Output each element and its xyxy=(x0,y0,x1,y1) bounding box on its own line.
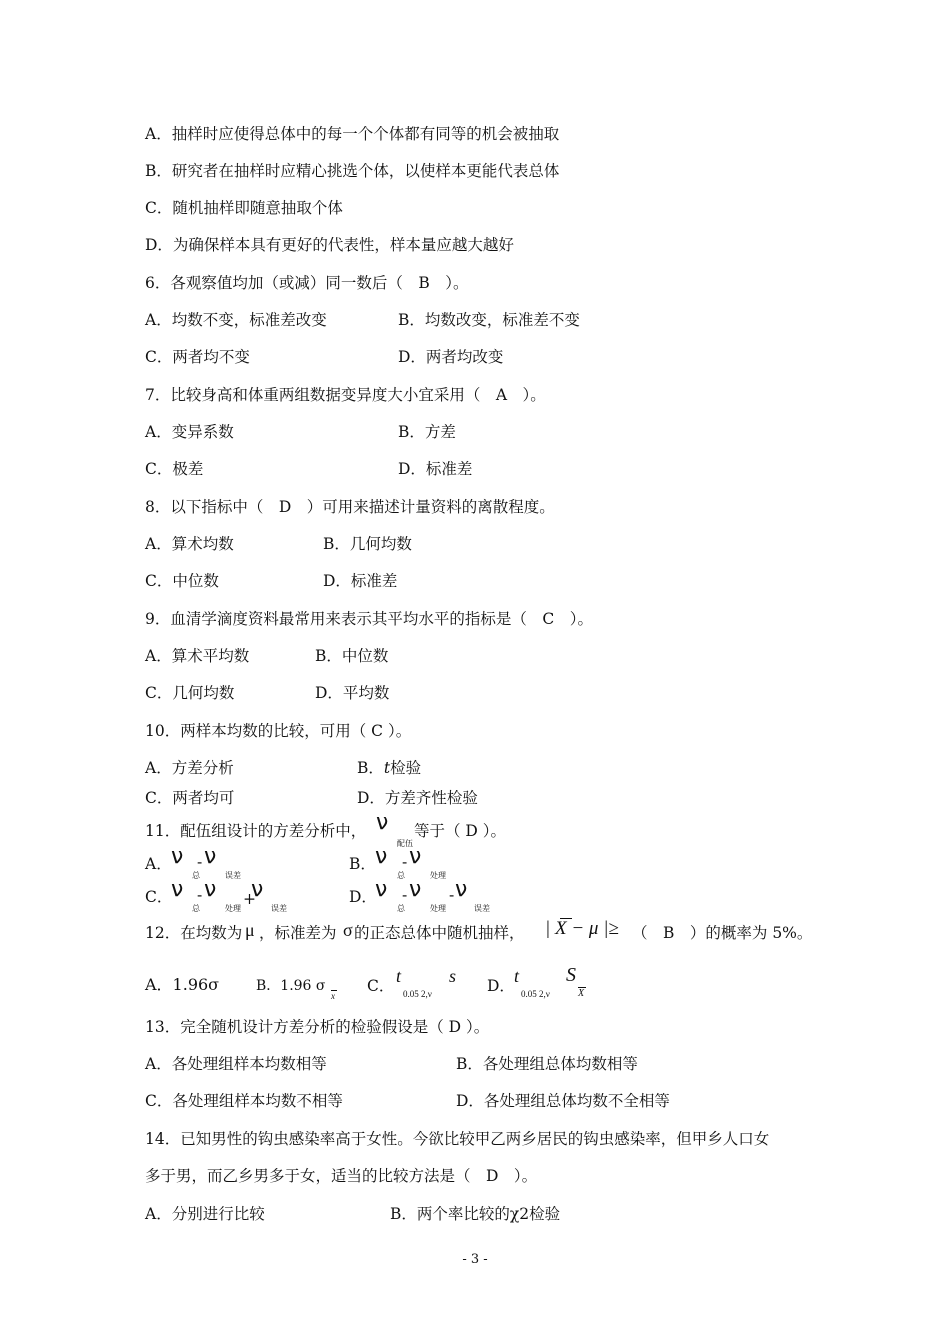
t-symbol: t xyxy=(396,966,402,986)
q11-option-c-label: C． xyxy=(145,888,173,906)
q14-option-b: B．两个率比较的χ2检验 xyxy=(390,1205,561,1223)
q9-stem: 9．血清学滴度资料最常用来表示其平均水平的指标是（ C ）。 xyxy=(145,610,593,628)
q12-option-c-label: C． xyxy=(367,977,395,995)
plus-sign: + xyxy=(243,890,256,908)
subscript-chuli: 处理 xyxy=(430,871,446,880)
q7-option-c: C．极差 xyxy=(145,460,204,478)
t-subscript: 0.05 2,ν xyxy=(403,989,432,999)
page-number: - 3 - xyxy=(462,1252,488,1267)
q13-stem: 13．完全随机设计方差分析的检验假设是（ D ）。 xyxy=(145,1018,490,1036)
nu-symbol: ν xyxy=(455,877,468,902)
mu-symbol: μ xyxy=(245,920,255,940)
q14-stem-line1: 14．已知男性的钩虫感染率高于女性。今欲比较甲乙两乡居民的钩虫感染率，但甲乡人口女 xyxy=(145,1130,770,1148)
q8-option-b: B．几何均数 xyxy=(323,535,412,553)
q5-option-b: B．研究者在抽样时应精心挑选个体，以使样本更能代表总体 xyxy=(145,162,560,180)
q9-option-b: B．中位数 xyxy=(315,647,389,665)
q6-option-b: B．均数改变，标准差不变 xyxy=(398,311,580,329)
q10-option-c: C．两者均可 xyxy=(145,789,235,807)
q11-option-d-label: D． xyxy=(349,888,377,906)
nu-symbol: ν xyxy=(376,810,389,835)
q7-stem: 7．比较身高和体重两组数据变异度大小宜采用（ A ）。 xyxy=(145,386,546,404)
subscript-wucha: 误差 xyxy=(271,904,287,913)
q7-option-a: A．变异系数 xyxy=(145,423,234,441)
q5-option-d: D．为确保样本具有更好的代表性，样本量应越大越好 xyxy=(145,236,514,254)
q13-option-c: C．各处理组样本均数不相等 xyxy=(145,1092,343,1110)
nu-symbol: ν xyxy=(204,877,217,902)
nu-symbol: ν xyxy=(171,877,184,902)
q11-stem-prefix: 11．配伍组设计的方差分析中， xyxy=(145,822,367,840)
subscript-zong: 总 xyxy=(192,904,200,913)
subscript-wucha: 误差 xyxy=(474,904,490,913)
minus-sign: - xyxy=(402,886,408,904)
q10-option-b-text: 检验 xyxy=(390,759,422,777)
q8-option-d: D．标准差 xyxy=(323,572,398,590)
q13-option-a: A．各处理组样本均数相等 xyxy=(145,1055,327,1073)
nu-symbol: ν xyxy=(375,877,388,902)
q11-option-a-label: A． xyxy=(145,855,172,873)
t-symbol: t xyxy=(514,966,520,986)
q9-option-c: C．几何均数 xyxy=(145,684,235,702)
subscript-zong: 总 xyxy=(397,904,405,913)
q12-option-b-subscript: x xyxy=(331,991,335,1001)
sigma-symbol: σ xyxy=(343,920,353,940)
minus-sign: - xyxy=(449,886,455,904)
subscript-zong: 总 xyxy=(397,871,405,880)
q7-option-b: B．方差 xyxy=(398,423,456,441)
q11-option-b-label: B． xyxy=(349,855,376,873)
nu-symbol: ν xyxy=(375,844,388,869)
q8-stem: 8．以下指标中（ D ）可用来描述计量资料的离散程度。 xyxy=(145,498,555,516)
q12-stem-suffix: （ B ）的概率为 5%。 xyxy=(632,924,813,942)
q12-stem-mid1: ，标准差为 xyxy=(259,924,337,942)
q9-option-a: A．算术平均数 xyxy=(145,647,250,665)
q10-stem: 10．两样本均数的比较，可用（ C ）。 xyxy=(145,722,412,740)
q5-option-a: A．抽样时应使得总体中的每一个个体都有同等的机会被抽取 xyxy=(145,125,560,143)
t-variable: t xyxy=(383,759,391,777)
q6-option-d: D．两者均改变 xyxy=(398,348,504,366)
q13-option-b: B．各处理组总体均数相等 xyxy=(456,1055,638,1073)
subscript-zong: 总 xyxy=(192,871,200,880)
subscript-overline xyxy=(578,987,586,988)
nu-symbol: ν xyxy=(409,877,422,902)
q12-stem-prefix: 12．在均数为 xyxy=(145,924,243,942)
minus-sign: - xyxy=(197,853,203,871)
subscript-overline xyxy=(331,990,337,991)
nu-symbol: ν xyxy=(409,844,422,869)
t-subscript: 0.05 2,ν xyxy=(521,989,550,999)
subscript-peiwu: 配伍 xyxy=(397,839,413,848)
q12-stem-mid2: 的正态总体中随机抽样， xyxy=(354,924,525,942)
q12-option-d-label: D． xyxy=(487,977,515,995)
q6-option-a: A．均数不变，标准差改变 xyxy=(145,311,327,329)
subscript-wucha: 误差 xyxy=(225,871,241,880)
q7-option-d: D．标准差 xyxy=(398,460,473,478)
nu-symbol: ν xyxy=(171,844,184,869)
xbar-overline xyxy=(560,918,572,919)
nu-symbol: ν xyxy=(204,844,217,869)
q10-option-b-label: B． xyxy=(357,759,384,777)
minus-sign: - xyxy=(402,853,408,871)
q14-option-a: A．分别进行比较 xyxy=(145,1205,265,1223)
S-symbol: S xyxy=(566,964,576,986)
q10-option-b xyxy=(357,758,421,778)
q10-option-a: A．方差分析 xyxy=(145,759,234,777)
minus-sign: - xyxy=(197,886,203,904)
q9-option-d: D．平均数 xyxy=(315,684,390,702)
q12-option-a: A．1.96σ xyxy=(145,975,220,994)
q14-stem-line2: 多于男，而乙乡男多于女，适当的比较方法是（ D ）。 xyxy=(145,1167,538,1185)
subscript-chuli: 处理 xyxy=(430,904,446,913)
S-subscript: X xyxy=(578,988,585,999)
q6-option-c: C．两者均不变 xyxy=(145,348,250,366)
q12-option-b: B．1.96 σ xyxy=(256,978,326,994)
q10-option-d: D．方差齐性检验 xyxy=(357,789,478,807)
s-symbol: s xyxy=(449,966,457,986)
q8-option-c: C．中位数 xyxy=(145,572,219,590)
q11-stem-suffix: 等于（ D ）。 xyxy=(414,822,507,840)
q13-option-d: D．各处理组总体均数不全相等 xyxy=(456,1092,670,1110)
q5-option-c: C．随机抽样即随意抽取个体 xyxy=(145,199,343,217)
q8-option-a: A．算术均数 xyxy=(145,535,234,553)
nu-symbol: ν xyxy=(251,877,264,902)
subscript-chuli: 处理 xyxy=(225,904,241,913)
q6-stem: 6．各观察值均加（或减）同一数后（ B ）。 xyxy=(145,274,469,292)
abs-deviation-expression: | X − μ |≥ xyxy=(545,918,619,939)
